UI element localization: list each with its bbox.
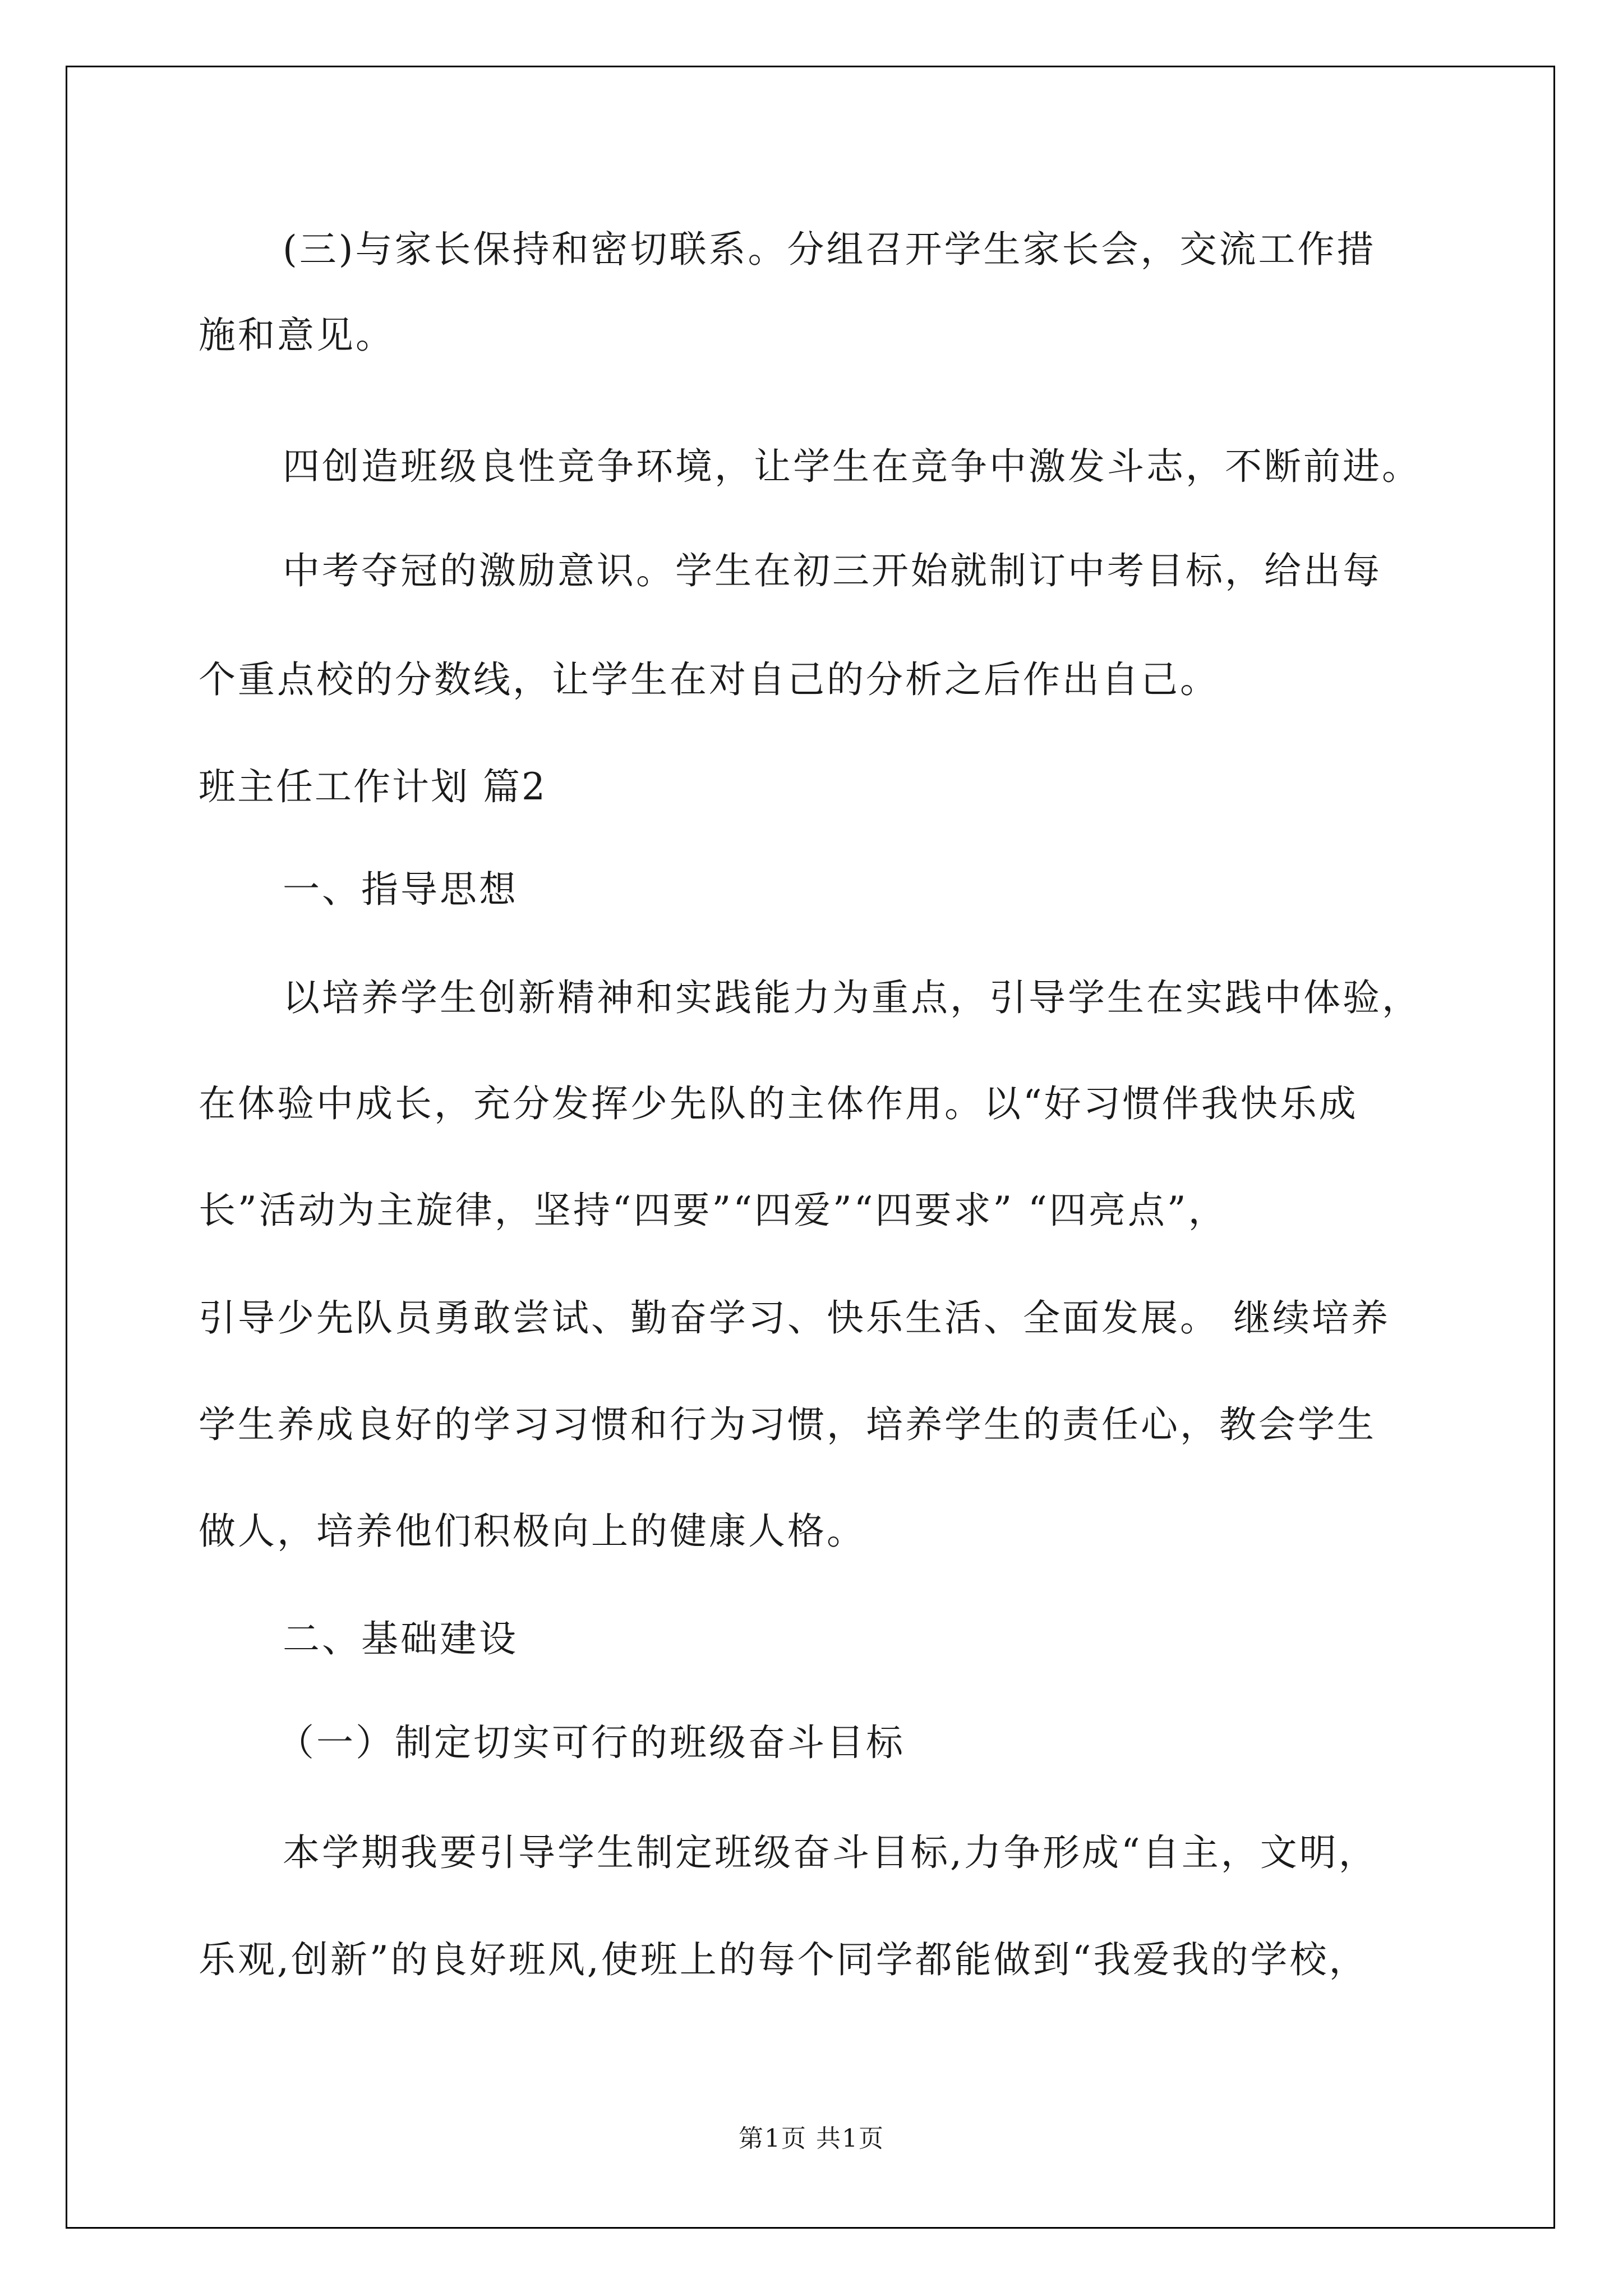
page-border [66, 66, 1555, 2229]
section-heading: 二、基础建设 [283, 1617, 518, 1660]
paragraph-line: 以培养学生创新精神和实践能力为重点，引导学生在实践中体验， [283, 976, 1421, 1019]
section-title: 班主任工作计划 篇2 [199, 765, 547, 808]
paragraph-line: 中考夺冠的激励意识。学生在初三开始就制订中考目标，给出每 [283, 549, 1382, 592]
paragraph-line: 乐观,创新”的良好班风,使班上的每个同学都能做到“我爱我的学校， [199, 1938, 1368, 1981]
section-heading: 一、指导思想 [283, 868, 518, 911]
paragraph-line: 长”活动为主旋律，坚持“四要”“四爱”“四要求” “四亮点”， [199, 1189, 1228, 1232]
paragraph-line: 引导少先队员勇敢尝试、勤奋学习、快乐生活、全面发展。 继续培养 [199, 1296, 1390, 1340]
paragraph-line: 在体验中成长，充分发挥少先队的主体作用。以“好习惯伴我快乐成 [199, 1082, 1358, 1125]
paragraph-line: 施和意见。 [199, 314, 395, 357]
paragraph-line: 个重点校的分数线，让学生在对自己的分析之后作出自己。 [199, 658, 1219, 701]
paragraph-line: 学生养成良好的学习习惯和行为习惯，培养学生的责任心，教会学生 [199, 1403, 1376, 1446]
paragraph-line: 本学期我要引导学生制定班级奋斗目标,力争形成“自主，文明， [283, 1831, 1378, 1874]
paragraph-line: 四创造班级良性竞争环境，让学生在竞争中激发斗志，不断前进。 [283, 445, 1421, 488]
paragraph-line: (三)与家长保持和密切联系。分组召开学生家长会，交流工作措 [283, 228, 1376, 271]
page-footer: 第1页 共1页 [739, 2124, 884, 2153]
paragraph-line: 做人，培养他们积极向上的健康人格。 [199, 1510, 866, 1553]
subsection-heading: （一）制定切实可行的班级奋斗目标 [277, 1721, 905, 1764]
